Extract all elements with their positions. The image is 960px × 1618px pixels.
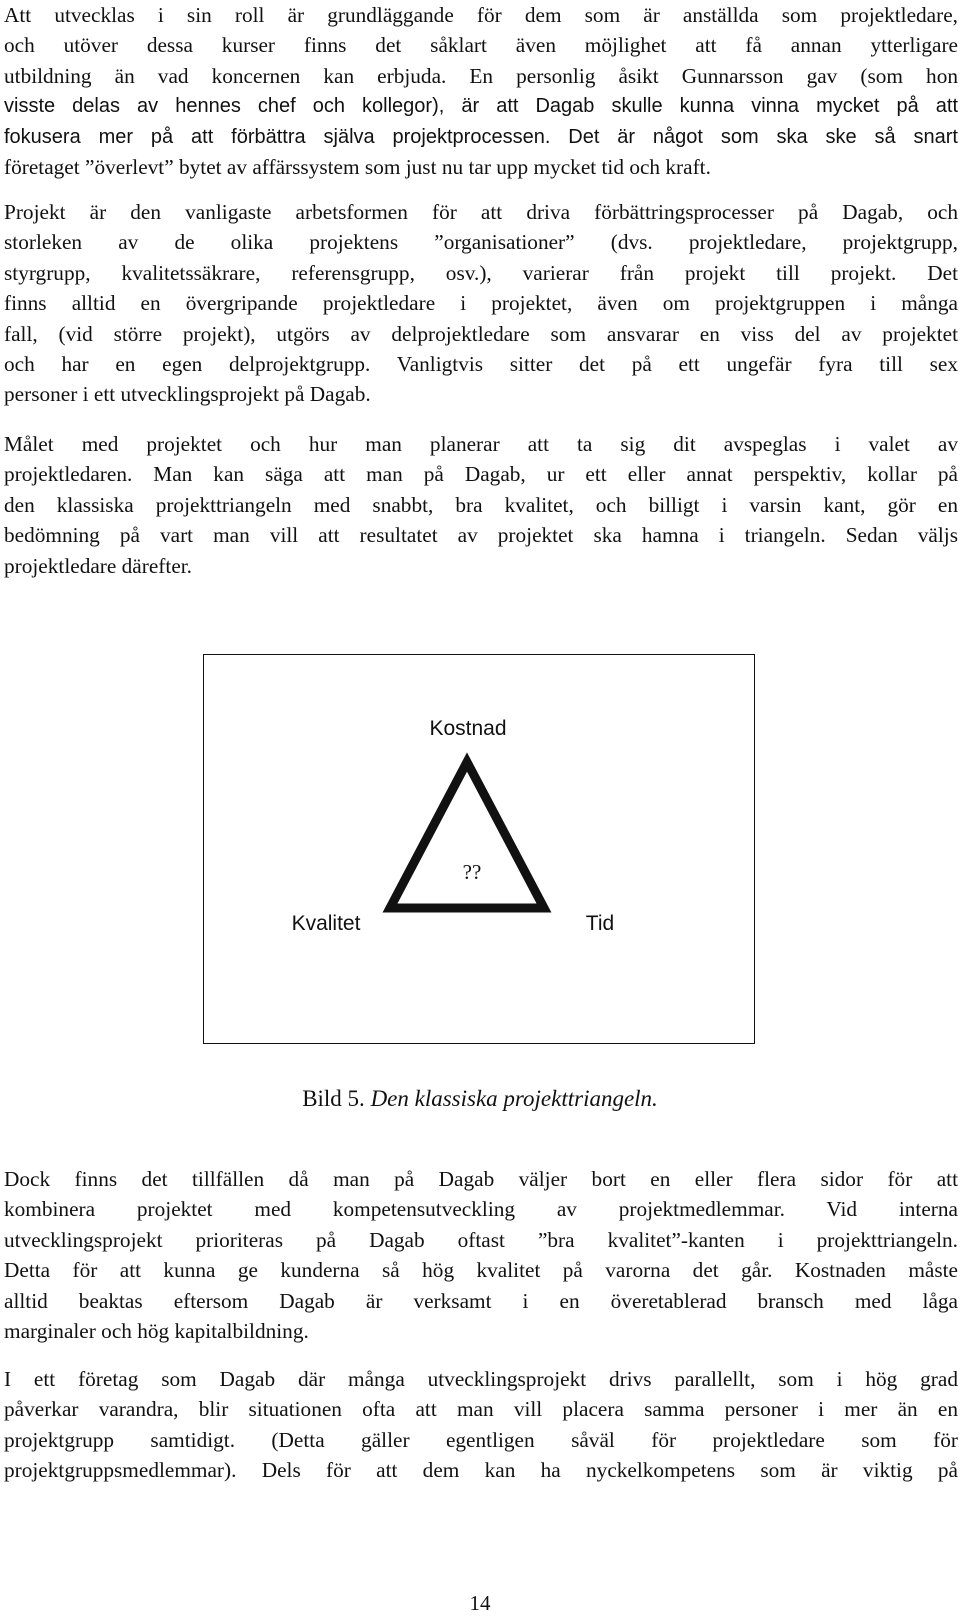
text-line: utvecklingsprojekt prioriteras på Dagab oftast ”bra kvalitet”-kanten i projekttriangeln. [4,1227,958,1252]
text-line: fokusera mer på att förbättra själva projektprocessen. Det är något som ska ske så snart [4,125,958,148]
text-line: personer i ett utvecklingsprojekt på Dagab. [4,382,371,407]
text-line: marginaler och hög kapitalbildning. [4,1318,309,1343]
label-tid: Tid [585,912,615,935]
text-line: alltid beaktas eftersom Dagab är verksamt i en överetablerad bransch med låga [4,1288,958,1313]
text-line: kombinera projektet med kompetensutveckling av projektmedlemmar. Vid interna [4,1197,958,1222]
label-kvalitet: Kvalitet [291,912,361,935]
text-line: bedömning på vart man vill att resultatet av projektet ska hamna i triangeln. Sedan väljs [4,523,958,548]
text-line: projektledaren. Man kan säga att man på Dagab, ur ett eller annat perspektiv, kollar på [4,462,958,487]
triangle-diagram [204,655,756,1045]
project-triangle-figure [203,654,755,1044]
text-line: storleken av de olika projektens ”organisationer” (dvs. projektledare, projektgrupp, [4,230,958,255]
label-center: ?? [462,860,482,884]
caption-title: Den klassiska projekttriangeln. [370,1086,658,1111]
paragraph-2 [4,197,958,410]
text-line: I ett företag som Dagab där många utvecklingsprojekt drivs parallellt, som i hög grad [4,1367,958,1391]
text-line: den klassiska projekttriangeln med snabbt, bra kvalitet, och billigt i varsin kant, gör en [4,492,958,517]
text-line: styrgrupp, kvalitetssäkrare, referensgrupp, osv.), varierar från projekt till projekt. Det [4,260,958,285]
text-line: visste delas av hennes chef och kollegor), är att Dagab skulle kunna vinna mycket på att [4,95,958,118]
text-line: Dock finns det tillfällen då man på Dagab väljer bort en eller flera sidor för att [4,1167,958,1191]
caption-prefix: Bild 5. [302,1086,365,1111]
triangle-shape [390,762,544,908]
text-line: projektgruppsmedlemmar). Dels för att dem kan ha nyckelkompetens som är viktig på [4,1458,958,1483]
text-line: Att utvecklas i sin roll är grundläggande för dem som är anställda som projektledare, [4,3,958,27]
text-line: Målet med projektet och hur man planerar att ta sig dit avspeglas i valet av [4,432,958,456]
page-number: 14 [469,1591,491,1615]
text-line: Detta för att kunna ge kunderna så hög kvalitet på varorna det går. Kostnaden måste [4,1258,958,1283]
text-line: påverkar varandra, blir situationen ofta att man vill placera samma personer i mer än en [4,1397,958,1422]
label-kostnad: Kostnad [429,717,507,740]
text-line: projektledare därefter. [4,553,193,578]
text-line: projektgrupp samtidigt. (Detta gäller egentligen såväl för projektledare som för [4,1427,958,1452]
text-line: Projekt är den vanligaste arbetsformen för att driva förbättringsprocesser på Dagab, och [4,200,958,224]
paragraph-4 [4,1164,958,1346]
text-line: finns alltid en övergripande projektledare i projektet, även om projektgruppen i många [4,291,958,316]
paragraph-3 [4,429,958,581]
text-line: företaget ”överlevt” bytet av affärssystem som just nu tar upp mycket tid och kraft. [4,154,711,179]
text-line: och har en egen delprojektgrupp. Vanligtvis sitter det på ett ungefär fyra till sex [4,351,958,376]
text-line: och utöver dessa kurser finns det såklart även möjlighet att få annan ytterligare [4,33,958,58]
text-line: utbildning än vad koncernen kan erbjuda. En personlig åsikt Gunnarsson gav (som hon [4,63,958,88]
figure-caption [0,1084,960,1114]
paragraph-1 [4,0,958,182]
text-line: fall, (vid större projekt), utgörs av delprojektledare som ansvarar en viss del av projektet [4,321,958,346]
paragraph-5 [4,1364,958,1486]
